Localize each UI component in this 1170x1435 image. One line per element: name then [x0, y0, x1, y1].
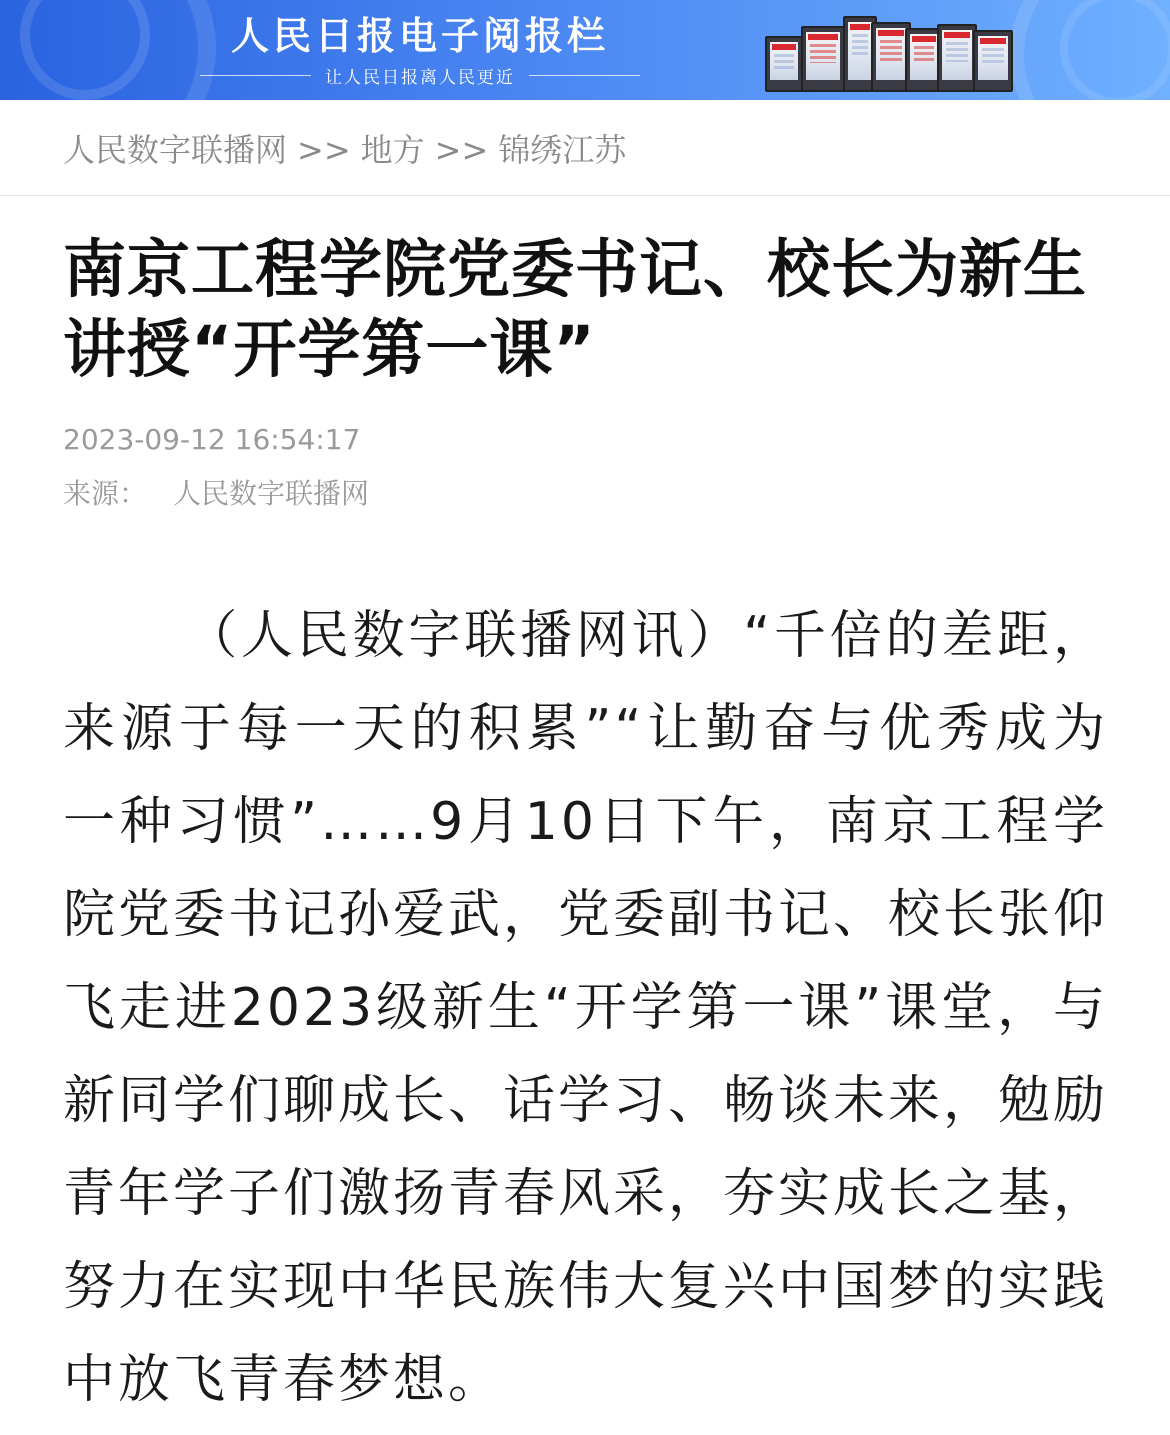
divider [529, 75, 640, 76]
breadcrumb-separator: >> [297, 131, 351, 169]
decorative-ring [1060, 0, 1170, 100]
banner-subtitle: 让人民日报离人民更近 [325, 67, 515, 88]
header-banner[interactable] [0, 0, 1170, 100]
source-name: 人民数字联播网 [173, 477, 370, 510]
article-body-paragraph: （人民数字联播网讯）“千倍的差距，来源于每一天的积累”“让勤奋与优秀成为一种习惯”……9月10日下午，南京工程学院党委书记孙爱武，党委副书记、校长张仰飞走进2023级新生“开学第一课”课堂，与新同学们聊成长、话学习、畅谈未来，勉励青年学子们激扬青春风采，夯实成长之基，努力在实现中华民族伟大复兴中国梦的实践中放飞青春梦想。 [63, 606, 1109, 1410]
publish-timestamp: 2023-09-12 16:54:17 [63, 423, 361, 456]
article-source [63, 476, 369, 512]
breadcrumb-separator: >> [434, 131, 489, 169]
breadcrumb-trail [63, 130, 626, 170]
breadcrumb [0, 100, 1170, 196]
banner-subtitle-row [200, 62, 640, 88]
article-title: 南京工程学院党委书记、校长为新生讲授“开学第一课” [63, 233, 1087, 386]
kiosk-image [801, 26, 845, 92]
kiosk-image [973, 30, 1013, 92]
kiosk-image [937, 24, 977, 92]
breadcrumb-item-home[interactable]: 人民数字联播网 [63, 131, 288, 169]
breadcrumb-item-local[interactable]: 地方 [360, 131, 425, 169]
kiosk-image [765, 36, 803, 92]
breadcrumb-item-jiangsu[interactable]: 锦绣江苏 [498, 131, 627, 169]
kiosk-illustration [765, 14, 1010, 92]
divider [200, 75, 311, 76]
banner-title: 人民日报电子阅报栏 [230, 13, 609, 58]
source-label: 来源： [63, 477, 148, 510]
